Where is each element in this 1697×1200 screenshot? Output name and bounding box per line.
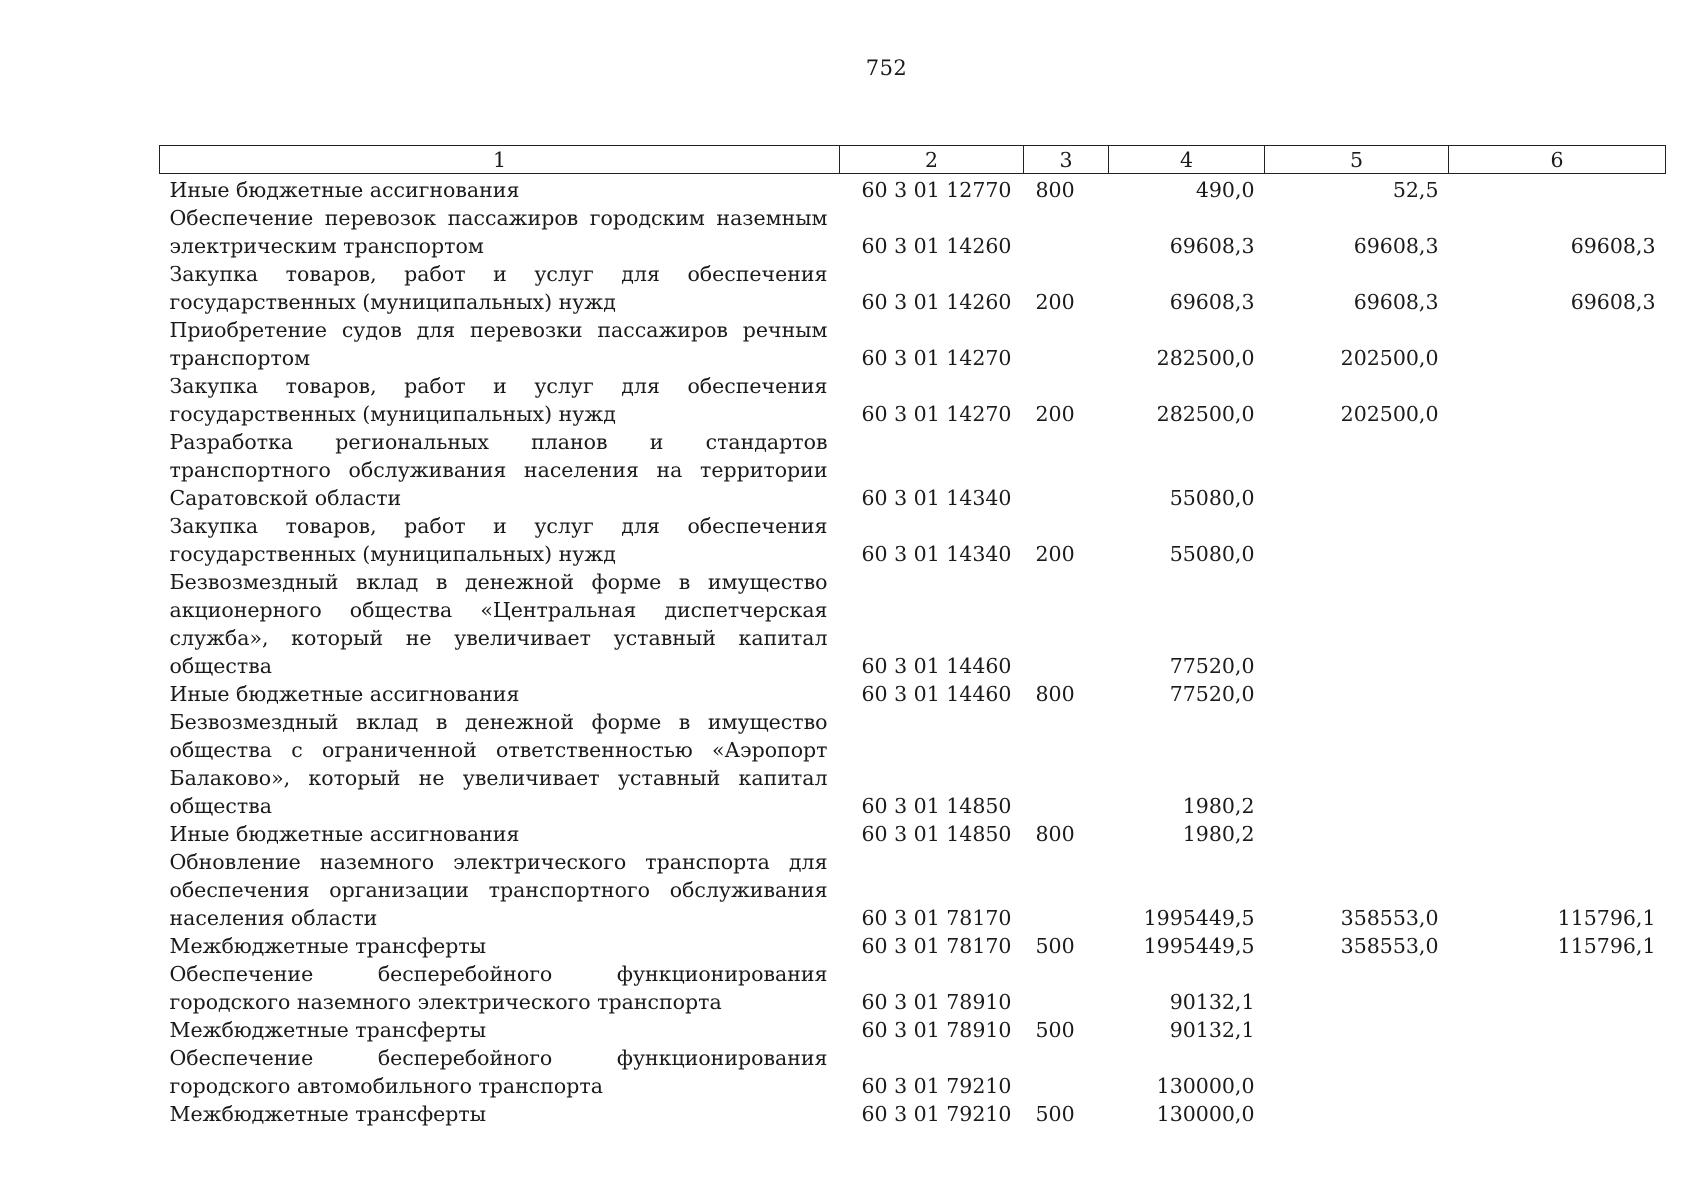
row-target-code: 60 3 01 14260 [861,234,1012,258]
row-description: Межбюджетные трансферты [169,1102,487,1126]
row-expense-type: 200 [1035,290,1075,314]
row-description: Обеспечение бесперебойного функционирования городского наземного электрического транспорта [169,962,828,1014]
row-expense-type [1024,428,1109,512]
row-amount-col4: 282500,0 [1156,346,1255,370]
table-row [160,820,1666,848]
row-amount-col5 [1265,960,1449,1016]
row-amount-col5 [1265,820,1449,848]
column-header-1: 1 [160,146,840,174]
row-description: Безвозмездный вклад в денежной форме в имущество общества с ограниченной ответственностью «Аэропорт Балаково», который не увеличивает уставный капитал общества [169,710,828,818]
row-amount-col4: 77520,0 [1169,682,1255,706]
row-amount-col5 [1265,1044,1449,1100]
row-target-code: 60 3 01 78910 [861,1018,1012,1042]
row-target-code: 60 3 01 14270 [861,402,1012,426]
row-expense-type: 800 [1035,822,1075,846]
row-amount-col4: 69608,3 [1169,234,1255,258]
row-amount-col6 [1449,512,1666,568]
row-amount-col4: 1980,2 [1182,794,1255,818]
row-description: Безвозмездный вклад в денежной форме в имущество акционерного общества «Центральная диспетчерская служба», который не увеличивает уставный капитал общества [169,570,828,678]
row-description: Закупка товаров, работ и услуг для обеспечения государственных (муниципальных) нужд [169,374,828,426]
row-amount-col6 [1449,174,1666,205]
row-expense-type [1024,848,1109,932]
row-description: Обеспечение бесперебойного функционирования городского автомобильного транспорта [169,1046,828,1098]
table-row [160,428,1666,512]
row-amount-col5 [1265,680,1449,708]
row-amount-col6 [1449,820,1666,848]
row-target-code: 60 3 01 14270 [861,346,1012,370]
row-target-code: 60 3 01 14850 [861,822,1012,846]
row-amount-col5: 69608,3 [1353,234,1439,258]
row-target-code: 60 3 01 14340 [861,486,1012,510]
row-amount-col4: 55080,0 [1169,486,1255,510]
row-amount-col6 [1449,680,1666,708]
row-amount-col4: 1980,2 [1182,822,1255,846]
row-amount-col5: 202500,0 [1340,402,1439,426]
row-expense-type: 500 [1035,1102,1075,1126]
row-expense-type [1024,960,1109,1016]
row-expense-type: 200 [1035,402,1075,426]
row-target-code: 60 3 01 14340 [861,542,1012,566]
row-amount-col4: 282500,0 [1156,402,1255,426]
row-description: Иные бюджетные ассигнования [169,822,520,846]
row-expense-type: 500 [1035,1018,1075,1042]
table-row [160,316,1666,372]
row-amount-col5 [1265,512,1449,568]
row-description: Приобретение судов для перевозки пассажиров речным транспортом [169,318,828,370]
budget-table [159,145,1666,1128]
row-amount-col6 [1449,316,1666,372]
column-header-4: 4 [1109,146,1265,174]
row-expense-type: 800 [1035,682,1075,706]
row-description: Иные бюджетные ассигнования [169,682,520,706]
row-amount-col4: 490,0 [1195,178,1255,202]
row-amount-col4: 130000,0 [1156,1074,1255,1098]
row-target-code: 60 3 01 78910 [861,990,1012,1014]
page-number: 752 [865,56,908,80]
table-row [160,372,1666,428]
row-amount-col6: 115796,1 [1557,906,1656,930]
row-amount-col6 [1449,1100,1666,1128]
row-amount-col5: 202500,0 [1340,346,1439,370]
row-amount-col5: 52,5 [1392,178,1439,202]
row-expense-type: 800 [1035,178,1075,202]
table-row [160,1044,1666,1100]
column-header-2: 2 [840,146,1024,174]
row-expense-type: 500 [1035,934,1075,958]
table-row [160,960,1666,1016]
row-amount-col6 [1449,568,1666,680]
row-description: Закупка товаров, работ и услуг для обеспечения государственных (муниципальных) нужд [169,262,828,314]
row-description: Межбюджетные трансферты [169,934,487,958]
row-target-code: 60 3 01 14850 [861,794,1012,818]
row-amount-col4: 90132,1 [1169,1018,1255,1042]
row-amount-col6 [1449,428,1666,512]
row-amount-col6: 115796,1 [1557,934,1656,958]
row-amount-col5 [1265,568,1449,680]
row-amount-col6 [1449,1044,1666,1100]
row-target-code: 60 3 01 14260 [861,290,1012,314]
row-amount-col5 [1265,428,1449,512]
column-header-6: 6 [1449,146,1666,174]
row-amount-col5 [1265,1016,1449,1044]
table-row [160,932,1666,960]
row-target-code: 60 3 01 14460 [861,654,1012,678]
table-row [160,680,1666,708]
row-amount-col4: 90132,1 [1169,990,1255,1014]
row-amount-col4: 1995449,5 [1143,934,1255,958]
table-row [160,204,1666,260]
table-row [160,568,1666,680]
row-amount-col5 [1265,708,1449,820]
row-amount-col5: 358553,0 [1340,934,1439,958]
row-amount-col6: 69608,3 [1570,290,1656,314]
table-row [160,512,1666,568]
table-row [160,848,1666,932]
row-description: Закупка товаров, работ и услуг для обеспечения государственных (муниципальных) нужд [169,514,828,566]
row-description: Обеспечение перевозок пассажиров городским наземным электрическим транспортом [169,206,828,258]
row-target-code: 60 3 01 14460 [861,682,1012,706]
row-amount-col4: 77520,0 [1169,654,1255,678]
row-description: Разработка региональных планов и стандартов транспортного обслуживания населения на территории Саратовской области [169,430,828,510]
table-row [160,174,1666,205]
row-amount-col4: 130000,0 [1156,1102,1255,1126]
row-expense-type: 200 [1035,542,1075,566]
row-target-code: 60 3 01 79210 [861,1102,1012,1126]
table-row [160,1016,1666,1044]
row-amount-col6: 69608,3 [1570,234,1656,258]
row-target-code: 60 3 01 12770 [861,178,1012,202]
row-amount-col6 [1449,1016,1666,1044]
row-target-code: 60 3 01 79210 [861,1074,1012,1098]
row-amount-col4: 55080,0 [1169,542,1255,566]
row-amount-col4: 69608,3 [1169,290,1255,314]
row-amount-col5: 358553,0 [1340,906,1439,930]
table-row [160,260,1666,316]
row-description: Обновление наземного электрического транспорта для обеспечения организации транспортного обслуживания населения области [169,850,828,930]
column-header-5: 5 [1265,146,1449,174]
row-amount-col6 [1449,960,1666,1016]
row-amount-col5: 69608,3 [1353,290,1439,314]
row-expense-type [1024,204,1109,260]
row-description: Иные бюджетные ассигнования [169,178,520,202]
table-body [160,174,1666,1129]
column-header-3: 3 [1024,146,1109,174]
row-amount-col4: 1995449,5 [1143,906,1255,930]
row-expense-type [1024,1044,1109,1100]
table-row [160,1100,1666,1128]
row-amount-col5 [1265,1100,1449,1128]
row-description: Межбюджетные трансферты [169,1018,487,1042]
header-row [160,146,1666,174]
row-amount-col6 [1449,708,1666,820]
row-amount-col6 [1449,372,1666,428]
row-target-code: 60 3 01 78170 [861,934,1012,958]
table-header [160,146,1666,174]
table-row [160,708,1666,820]
row-expense-type [1024,708,1109,820]
row-target-code: 60 3 01 78170 [861,906,1012,930]
row-expense-type [1024,568,1109,680]
row-expense-type [1024,316,1109,372]
